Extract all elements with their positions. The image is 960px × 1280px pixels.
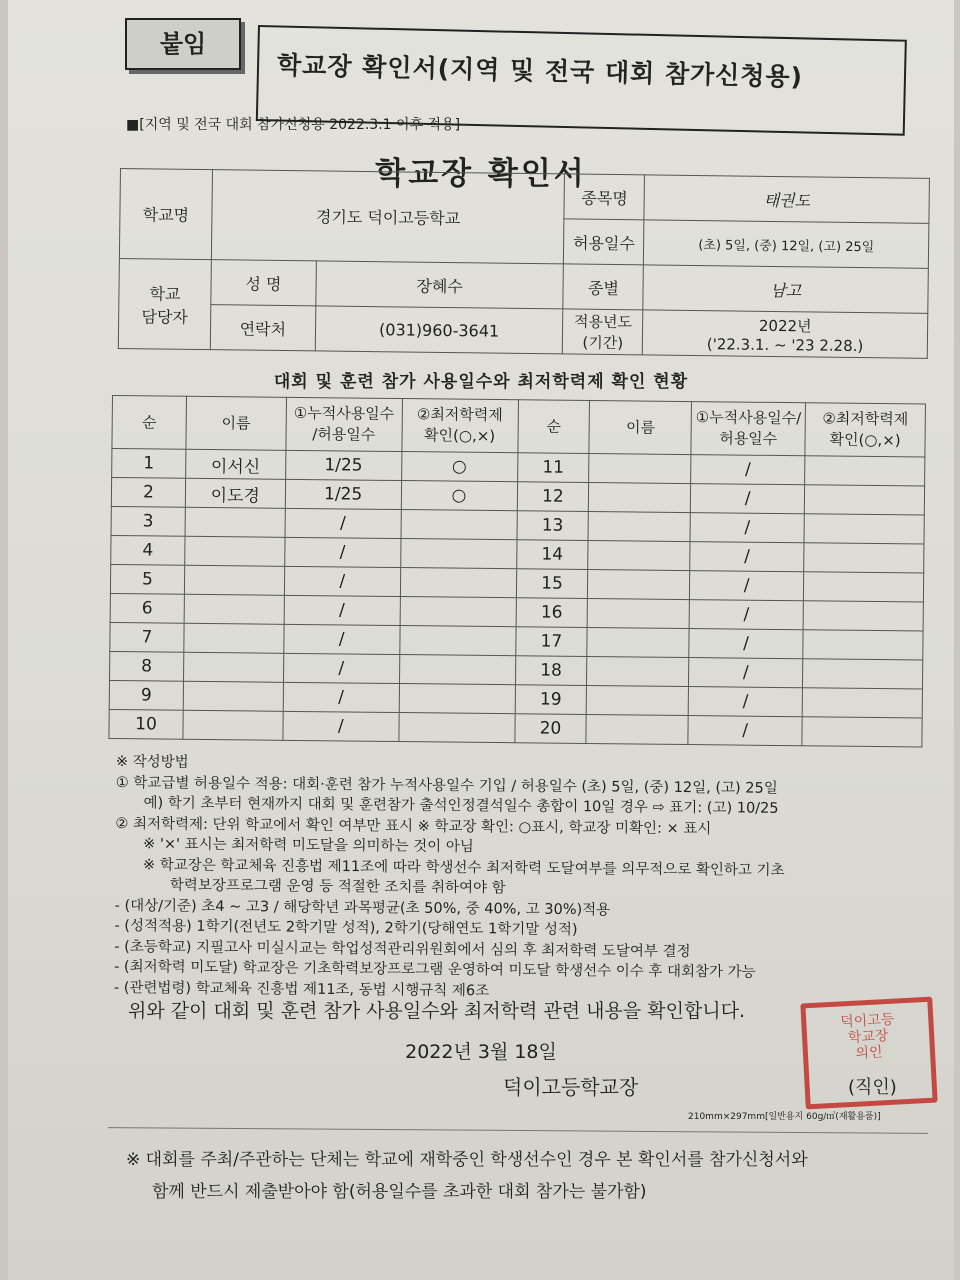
instruction-line: ※ '×' 표시는 최저학력 미도달을 의미하는 것이 아님 (143, 836, 474, 856)
cell-l-no: 5 (110, 564, 184, 594)
col-days-right: ①누적사용일수/ 허용일수 (691, 402, 805, 456)
cell-r-name (587, 656, 689, 686)
cell-r-check (802, 717, 922, 747)
col-no-right: 순 (517, 400, 589, 454)
instruction-line: 예) 학기 초부터 현재까지 대회 및 훈련참가 출석인정결석일수 총합이 10일 경우 ⇨ 표기: (고) 10/25 (143, 795, 779, 817)
cell-l-check (399, 684, 515, 714)
cell-r-days: / (690, 571, 804, 601)
cell-r-no: 12 (517, 482, 589, 512)
cell-l-check (399, 655, 515, 685)
cell-r-check (802, 688, 922, 718)
instructions-heading: ※ 작성방법 (115, 753, 189, 771)
cell-l-name (184, 594, 284, 624)
cell-l-name (183, 652, 283, 682)
cell-l-no: 1 (112, 449, 186, 479)
person-name-label: 성 명 (211, 260, 316, 306)
athlete-status-table (108, 395, 926, 748)
cell-r-name (587, 598, 689, 628)
cell-l-no: 7 (110, 622, 184, 652)
cell-l-no: 8 (110, 651, 184, 681)
divider (108, 1127, 928, 1134)
cell-l-days: / (285, 508, 401, 538)
footer-note (126, 1144, 946, 1208)
cell-l-days: / (284, 624, 400, 654)
cell-l-no: 4 (111, 535, 185, 565)
cell-r-name (589, 454, 691, 484)
cell-l-name: 이도경 (185, 478, 285, 508)
cell-l-name (184, 623, 284, 653)
col-days-left: ①누적사용일수 /허용일수 (286, 397, 402, 451)
col-check-right: ②최저학력제 확인(○,×) (805, 403, 925, 457)
issue-date: 2022년 3월 18일 (405, 1041, 557, 1063)
cell-r-name (587, 685, 689, 715)
table-header-row (112, 396, 926, 458)
instruction-line: ※ 학교장은 학교체육 진흥법 제11조에 따라 학생선수 최저학력 도달여부를 의무적으로 확인하고 기초 (142, 856, 785, 879)
allowed-days-label: 허용일수 (564, 219, 644, 265)
header-title: 학교장 확인서(지역 및 전국 대회 참가신청용) (276, 50, 804, 92)
document-page (8, 0, 954, 1280)
cell-l-days: 1/25 (285, 479, 401, 509)
cell-l-name (185, 507, 285, 537)
cell-l-check (399, 713, 515, 743)
cell-l-check (400, 568, 516, 598)
instruction-line: 학력보장프로그램 운영 등 적절한 조치를 취하여야 함 (169, 877, 506, 897)
cell-l-no: 3 (111, 506, 185, 536)
instruction-line: - (최저학력 미도달) 학교장은 기초학력보장프로그램 운영하여 미도달 학생선수 이수 후 대회참가 가능 (114, 958, 756, 981)
instruction-line: - (초등학교) 지필고사 미실시교는 학업성적관리위원회에서 심의 후 최저학력 도달여부 결정 (114, 938, 691, 960)
cell-r-no: 19 (515, 685, 587, 715)
cell-r-days: / (690, 513, 804, 543)
cell-r-check (803, 601, 923, 631)
category-label: 종별 (563, 264, 643, 310)
cell-l-no: 6 (110, 593, 184, 623)
cell-l-check (400, 539, 516, 569)
document-title: 학교장 확인서 (375, 156, 587, 192)
cell-l-check (401, 510, 517, 540)
official-seal-stamp: 덕이고등 학교장 의인 (800, 997, 937, 1110)
paper-spec: 210mm×297mm[일반용지 60g/㎡(재활용품)] (688, 1112, 881, 1122)
cell-r-no: 11 (517, 453, 589, 483)
principal-signature: 덕이고등학교장 (503, 1075, 639, 1099)
declaration: 위와 같이 대회 및 훈련 참가 사용일수와 최저학력 관련 내용을 확인합니다. (128, 1000, 746, 1022)
cell-r-no: 14 (516, 540, 588, 570)
col-name-right: 이름 (589, 401, 691, 455)
col-check-left: ②최저학력제 확인(○,×) (402, 399, 518, 453)
cell-l-check: ○ (401, 481, 517, 511)
school-name-value: 경기도 덕이고등학교 (211, 170, 565, 264)
cell-r-no: 13 (517, 511, 589, 541)
cell-l-days: 1/25 (285, 450, 401, 480)
cell-l-no: 2 (111, 478, 185, 508)
cell-r-name (587, 627, 689, 657)
cell-r-days: / (690, 542, 804, 572)
cell-r-days: / (689, 658, 803, 688)
cell-r-days: / (689, 629, 803, 659)
attachment-tag: 붙임 (125, 18, 241, 70)
manager-label: 학교 담당자 (118, 258, 211, 349)
seal-label: (직인) (848, 1077, 897, 1098)
cell-l-no: 10 (109, 709, 183, 739)
cell-r-no: 15 (516, 569, 588, 599)
cell-r-check (803, 659, 923, 689)
cell-r-days: / (689, 600, 803, 630)
category-value: 남고 (643, 265, 928, 313)
cell-l-days: / (283, 653, 399, 683)
col-name-left: 이름 (186, 396, 286, 450)
cell-r-no: 17 (515, 627, 587, 657)
period-value: 2022년 ('22.3.1. ~ '23 2.28.) (643, 310, 928, 358)
cell-l-days: / (284, 537, 400, 567)
cell-l-days: / (284, 595, 400, 625)
event-value: 태권도 (644, 175, 929, 223)
allowed-days-value: (초) 5일, (중) 12일, (고) 25일 (644, 220, 929, 268)
cell-l-name: 이서신 (186, 449, 286, 479)
footer-line: ※ 대회를 주최/주관하는 단체는 학교에 재학중인 학생선수인 경우 본 확인서를 참가신청서와 (126, 1150, 808, 1170)
school-name-label: 학교명 (119, 169, 212, 260)
instruction-line: - (성적적용) 1학기(전년도 2학기말 성적), 2학기(당해연도 1학기말 성적) (114, 917, 578, 939)
cell-r-check (803, 630, 923, 660)
footer-line: 함께 반드시 제출받아야 함(허용일수를 초과한 대회 참가는 불가함) (152, 1182, 647, 1202)
cell-r-days: / (691, 455, 805, 485)
cell-r-check (804, 485, 924, 515)
cell-l-no: 9 (109, 680, 183, 710)
cell-r-name (588, 569, 690, 599)
cell-r-no: 18 (515, 656, 587, 686)
cell-l-check (399, 626, 515, 656)
cell-l-name (183, 710, 283, 740)
cell-l-check (400, 597, 516, 627)
cell-r-name (588, 511, 690, 541)
event-label: 종목명 (564, 174, 644, 220)
cell-l-days: / (283, 711, 399, 741)
instruction-line: - (관련법령) 학교체육 진흥법 제11조, 동법 시행규칙 제6조 (113, 979, 490, 999)
cell-r-check (803, 572, 923, 602)
table-body (109, 449, 925, 747)
cell-r-days: / (688, 687, 802, 717)
cell-r-days: / (688, 716, 802, 746)
contact-value: (031)960-3641 (315, 306, 563, 354)
instruction-line: - (대상/기준) 초4 ~ 고3 / 해당학년 과목평균(초 50%, 중 40%, 고 30%)적용 (114, 897, 611, 918)
cell-l-name (184, 565, 284, 595)
period-label: 적용년도 (기간) (563, 309, 643, 355)
cell-r-name (588, 540, 690, 570)
instructions (114, 752, 928, 1005)
instruction-line: ① 학교급별 허용일수 적용: 대회·훈련 참가 누적사용일수 기입 / 허용일수 (초) 5일, (중) 12일, (고) 25일 (115, 774, 778, 797)
applicability-note: ■[지역 및 전국 대회 참가신청용 2022.3.1 이후 적용] (126, 117, 461, 133)
cell-r-check (804, 514, 924, 544)
instruction-line: ② 최저학력제: 단위 학교에서 확인 여부만 표시 ※ 학교장 확인: ○표시, 학교장 미확인: × 표시 (115, 815, 712, 837)
person-name-value: 장혜수 (316, 261, 564, 309)
cell-r-check (805, 456, 925, 486)
school-info-table (118, 168, 930, 359)
cell-r-no: 20 (514, 714, 586, 744)
cell-l-name (183, 681, 283, 711)
cell-r-check (804, 543, 924, 573)
cell-l-days: / (284, 566, 400, 596)
cell-r-days: / (691, 484, 805, 514)
cell-l-check: ○ (401, 452, 517, 482)
cell-l-days: / (283, 682, 399, 712)
cell-l-name (185, 536, 285, 566)
col-no-left: 순 (112, 396, 186, 450)
contact-label: 연락처 (210, 305, 315, 351)
cell-r-name (586, 714, 688, 744)
section-title: 대회 및 훈련 참가 사용일수와 최저학력제 확인 현황 (273, 372, 689, 392)
cell-r-name (589, 483, 691, 513)
cell-r-no: 16 (516, 598, 588, 628)
